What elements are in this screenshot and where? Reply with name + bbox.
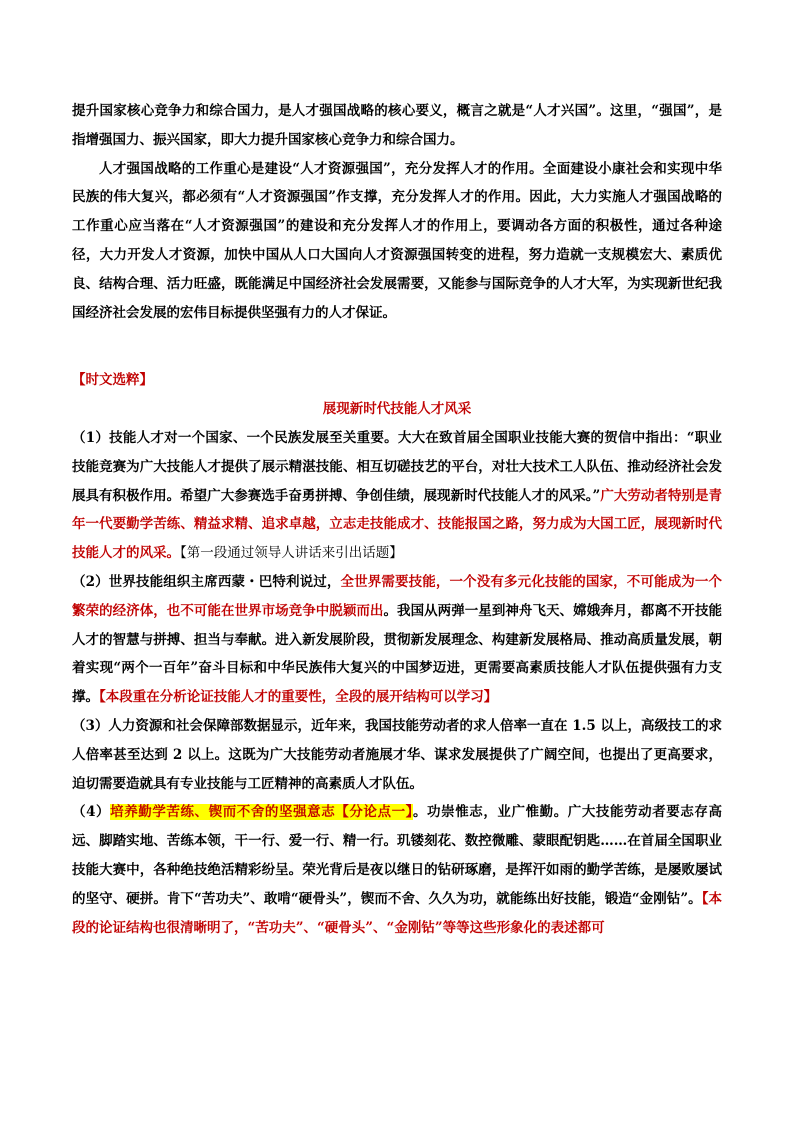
article-paragraph-1 <box>72 424 722 568</box>
document-body <box>72 97 722 942</box>
paragraph-4-annotation: 【本段的论证结构也很清晰明了，“苦功夫”、“硬骨头”、“金刚钻”等等这些形象化的表述都可 <box>72 890 723 936</box>
article-title: 展现新时代技能人才风采 <box>322 401 472 418</box>
article-paragraph-3: （3）人力资源和社会保障部数据显示，近年来，我国技能劳动者的求人倍率一直在 1.5 以上，高级技工的求人倍率甚至达到 2 以上。这既为广大技能劳动者施展才华、谋求发展提供了广阔空间，也提出了更高要求，迫切需要造就具有专业技能与工匠精神的高素质人才队伍。 <box>72 717 722 792</box>
paragraph-2-text-start: （2）世界技能组织主席西蒙・巴特利说过， <box>72 573 341 590</box>
paragraph-1-text: （1）技能人才对一个国家、一个民族发展至关重要。大大在致首届全国职业技能大赛的贺信中指出：“职业技能竞赛为广大技能人才提供了展示精湛技能、相互切磋技艺的平台，对壮大技术工人队伍、推动经济社会发展具有积极作用。希望广大参赛选手奋勇拼搏、争创佳绩，展现新时代技能人才的风采。” <box>72 429 722 504</box>
intro-paragraph-1: 提升国家核心竞争力和综合国力，是人才强国战略的核心要义，概言之就是“人才兴国”。这里，“强国”，是指增强国力、振兴国家，即大力提升国家核心竞争力和综合国力。 <box>72 103 722 148</box>
article-paragraph-2 <box>72 568 722 712</box>
intro-paragraph-2: 人才强国战略的工作重心是建设“人才资源强国”，充分发挥人才的作用。全面建设小康社会和实现中华民族的伟大复兴，都必须有“人才资源强国”作支撑，充分发挥人才的作用。因此，大力实施人才强国战略的工作重心应当落在“人才资源强国”的建设和充分发挥人才的作用上，要调动各方面的积极性，通过各种途径，大力开发人才资源，加快中国从人口大国向人才资源强国转变的进程，努力造就一支规模宏大、素质优良、结构合理、活力旺盛，既能满足中国经济社会发展需要，又能参与国际竞争的人才大军，为实现新世纪我国经济社会发展的宏伟目标提供坚强有力的人才保证。 <box>72 160 722 321</box>
paragraph-2-annotation: 【本段重在分析论证技能人才的重要性，全段的展开结构可以学习】 <box>99 689 498 706</box>
section-label: 【时文选粹】 <box>72 372 153 389</box>
paragraph-1-annotation: 【第一段通过领导人讲话来引出话题】 <box>180 545 403 562</box>
paragraph-4-text: 。功崇惟志，业广惟勤。广大技能劳动者要志存高远、脚踏实地、苦练本领，干一行、爱一行、精一行。玑镂刻花、数控微雕、蒙眼配钥匙……在首届全国职业技能大赛中，各种绝技绝活精彩纷呈。荣光背后是夜以继日的钻研琢磨，是挥汗如雨的勤学苦练，是屡败屡试的坚守、硬拼。肯下“苦功夫”、敢啃“硬骨头”，锲而不舍、久久为功，就能练出好技能，锻造“金刚钻”。 <box>72 804 723 907</box>
paragraph-4-highlighted-thesis: 培养勤学苦练、锲而不舍的坚强意志【分论点一】 <box>110 804 413 821</box>
paragraph-2-quote: 全世界需要技能，一个没有多元化技能的国家，不可能成为一个繁荣的经济体，也不可能在世界市场竞争中脱颖而出 <box>72 573 722 619</box>
article-paragraph-4 <box>72 798 722 942</box>
paragraph-2-text-end: 。我国从两弹一星到神舟飞天、嫦娥奔月，都离不开技能人才的智慧与拼搏、担当与奉献。进入新发展阶段，贯彻新发展理念、构建新发展格局、推动高质量发展，朝着实现“两个一百年”奋斗目标和中华民族伟大复兴的中国梦迈进，更需要高素质技能人才队伍提供强有力支撑。 <box>72 602 723 706</box>
paragraph-1-emphasis: 广大劳动者特别是青年一代要勤学苦练、精益求精、追求卓越，立志走技能成才、技能报国之路，努力成为大国工匠，展现新时代技能人才的风采。 <box>72 487 723 562</box>
paragraph-4-number: （4） <box>72 804 111 821</box>
